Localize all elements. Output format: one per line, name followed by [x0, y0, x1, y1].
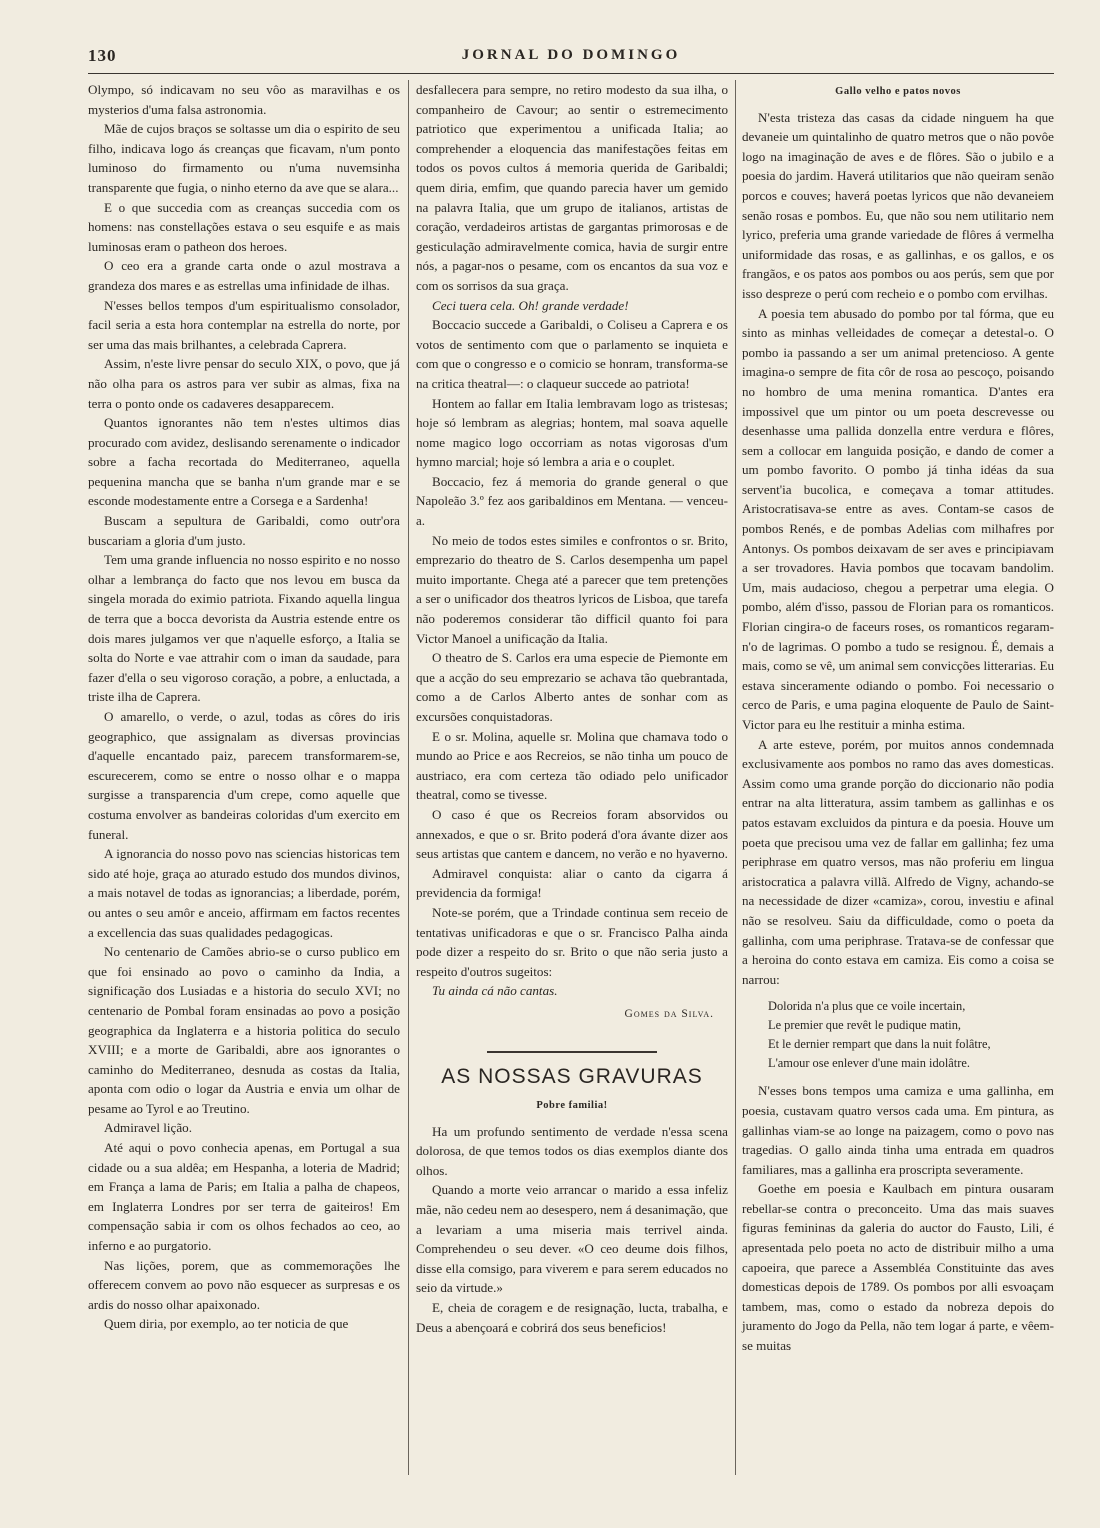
paragraph: O amarello, o verde, o azul, todas as côres do iris geographico, que assignalam as diversas provincias d'aquelle encantado paiz, parecem transformarem-se, escurecerem, como se entre o nosso olhar e o mappa surgisse a transparencia d'um crepe, como aquelle que costuma envolver as bandeiras coloridas d'um exercito em funeral.	[88, 709, 400, 842]
paragraph: Tu ainda cá não cantas.	[432, 983, 558, 999]
paragraph: O caso é que os Recreios foram absorvidos ou annexados, e que o sr. Brito poderá d'ora ávante dizer aos seus artistas que cantem e dancem, no verão e no hyaverno.	[416, 806, 728, 862]
paragraph: Goethe em poesia e Kaulbach em pintura ousaram rebellar-se contra o preconceito. Uma das mais suaves figuras femininas da galeria do auctor do Fausto, Lili, é apresentada pelo poeta no acto de distribuir milho a uma capoeira, que parece a Assembléa Constituinte das aves domesticas depois de 1789. Os pombos por alli esvoaçam tambem, mas, como o estado da nobreza depois do juramento do Jogo da Pella, não tem logar á parte, e vêem-se muitas	[742, 1181, 1054, 1354]
paragraph: N'esta tristeza das casas da cidade ninguem ha que devaneie um quintalinho de quatro metros que o não povôe logo na imaginação de aves e de flôres. São o jubilo e a poesia do jardim. Haverá utilitarios que não queiram senão porcos e couves; haverá poetas lyricos que não devaneiem senão rosas e pombos. Eu, que não sou nem utilitario nem lyrico, preferia uma grande variedade de flôres á vermelha uniformidade das rosas, e as gallinhas, e os gallos, e os frangãos, e os patos aos pombos ou aos perús, sem que por isso despreze o perú com recheio e o pombo com ervilhas.	[742, 109, 1054, 301]
paragraph: Tem uma grande influencia no nosso espirito e no nosso olhar a lembrança do facto que nos levou em busca da singela morada do eximio patriota. Fixando aquella lingua de terra que a bocca devorista da Austria estende entre os dois mares julgamos ver que n'aquelle esforço, a Italia se solta do Norte e vae attrahir com o iman da saudade, para fazer d'ella o seu vigoroso coração, a pobre, a enluctada, a triste ilha de Caprera.	[88, 552, 400, 705]
paragraph: Ha um profundo sentimento de verdade n'essa scena dolorosa, de que temos todos os dias exemplos diante dos olhos.	[416, 1123, 728, 1178]
paragraph: Admiravel lição.	[104, 1120, 192, 1136]
paragraph: Buscam a sepultura de Garibaldi, como outr'ora buscariam a gloria d'um justo.	[88, 513, 400, 548]
paragraph: O theatro de S. Carlos era uma especie de Piemonte em que a acção do seu emprezario se achava tão quebrantada, como a de Carlos Alberto antes de sonhar com as excursões conquistadoras.	[416, 650, 728, 724]
paragraph: Boccacio, fez á memoria do grande general o que Napoleão 3.º fez aos garibaldinos em Mentana. — venceu-a.	[416, 473, 728, 529]
paragraph: Quem diria, por exemplo, ao ter noticia de que	[104, 1316, 349, 1332]
paragraph: Admiravel conquista: aliar o canto da cigarra á previdencia da formiga!	[416, 865, 728, 901]
paragraph: E o sr. Molina, aquelle sr. Molina que chamava todo o mundo ao Price e aos Recreios, se não tinha um pouco de austriaco, era com certeza tão odiado pelo unificador theatral, como se tivesse.	[416, 728, 728, 803]
section-separator	[487, 1051, 657, 1053]
paragraph: Quantos ignorantes não tem n'estes ultimos dias procurado com avidez, deslisando serenamente o indicador sobre a facha recortada do Mediterraneo, aquella pequenina mancha que se banha n'um grande mar e se esconde modestamente entre a Corsega e a Sardenha!	[88, 415, 400, 509]
verse-line: L'amour ose enlever d'une main idolâtre.	[768, 1056, 970, 1071]
paragraph: Hontem ao fallar em Italia lembravam logo as tristesas; hoje só lembram as alegrias; hontem, mal soava aquelle nome magico logo occorriam as notas vigorosas d'um hymno marcial; hoje só lembra a aria e o couplet.	[416, 395, 728, 470]
section-title: AS NOSSAS GRAVURAS	[441, 1064, 703, 1088]
page-number: 130	[88, 46, 117, 65]
verse-quote	[742, 997, 1054, 1073]
paragraph: Mãe de cujos braços se soltasse um dia o espirito de seu filho, indicava logo ás creanças que ficavam, n'um ponto luminoso do firmamento ou n'uma nuvemsinha transparente que fugia, o ninho eterno da ave que se alara...	[88, 121, 400, 195]
paragraph: No centenario de Camões abrio-se o curso publico em que foi ensinado ao povo o caminho da India, a significação dos Lusiadas e a historia do seculo XVI; no centenario de Pombal foram ensinadas ao povo a posição geographica da Inglaterra e a historia politica do seculo XVIII; e a morte de Garibaldi, abre aos ignorantes o caminho do Mediterraneo, desnuda as costas da Italia, aponta com odio o logar da Austria e envia um olhar de pesame ao Tyrol e ao Treutino.	[88, 944, 400, 1116]
page-header	[88, 44, 1054, 72]
column-divider	[735, 80, 736, 1475]
paragraph: Note-se porém, que a Trindade continua sem receio de tentativas unificadoras e que o sr. Francisco Palha ainda pode dizer a respeito do sr. Brito o que não seria justo a respeito d'outros sugeitos:	[416, 904, 728, 979]
verse-line: Et le dernier rempart que dans la nuit folâtre,	[768, 1037, 991, 1052]
paragraph: Assim, n'este livre pensar do seculo XIX, o povo, que já não olha para os astros para ver subir as almas, fixa na terra o ponto onde os cadaveres desapparecem.	[88, 356, 400, 411]
paragraph: N'esses bellos tempos d'um espiritualismo consolador, facil seria a esta hora contemplar na estrella do norte, por ser uma das mais brilhantes, a celebrada Caprera.	[88, 297, 400, 352]
journal-title: JORNAL DO DOMINGO	[461, 47, 681, 63]
paragraph: Ceci tuera cela. Oh! grande verdade!	[432, 297, 629, 313]
author-signature: Gomes da Silva.	[624, 1007, 714, 1020]
header-rule	[88, 73, 1054, 74]
verse-line: Le premier que revêt le pudique matin,	[768, 1018, 962, 1033]
column-2	[416, 80, 728, 1337]
paragraph: A poesia tem abusado do pombo por tal fórma, que eu sinto as minhas velleidades de começar a detestal-o. O pombo ia passando a ser um animal pretencioso. A gente imagina-o sempre de fita côr de rosa ao pescoço, poisando no hombro de uma menina romantica. D'antes era impossivel que um pintor ou um poeta descrevesse ou desenhasse uma pallida donzella entre verdura e flôres, sem a collocar em languida posição, e dando de comer a um pombo favorito. O pombo já tinha idéas da sua servent'ia bucolica, e começava a tomar attitudes. Aristocratisava-se entre as aves. Contam-se casos de pombos Renés, e de pombas Adelias com milhafres por Antonys. Os pombos deixavam de ser aves e principiavam a ser trovadores. Havia pombos que tocavam bandolim. Um, mais audacioso, chegou a perpetrar uma elegia. O pombo, além d'isso, passou de Florian para os romanticos. Florian cingira-o de faceurs roses, os romanticos regaram-n'o de lagrimas. O pombo a tudo se resignou. É, demais a mais, como se vê, um animal sem convicções litterarias. Eu estava sinceramente odiando o pombo. Foi necessario o cerco de Paris, e uma pagina eloquente de Paulo de Saint-Victor para eu lhe restituir a minha estima.	[742, 305, 1054, 732]
paragraph: Até aqui o povo conhecia apenas, em Portugal a sua cidade ou a sua aldêa; em Hespanha, a loteria de Madrid; em França a lama de Paris; em Italia a palha de chapeos, em Inglaterra Londres por ser terra de gaiteiros! Em compensação sabia ir com os olhos fechados ao ceo, ao inferno e ao purgatorio.	[88, 1140, 400, 1254]
column-3	[742, 80, 1054, 1356]
paragraph: O ceo era a grande carta onde o azul mostrava a grandeza dos mares e as estrellas uma infinidade de ilhas.	[88, 258, 400, 293]
paragraph: A ignorancia do nosso povo nas sciencias historicas tem sido até hoje, graça ao aturado estudo dos mundos divinos, a mais notavel de todas as ignorancias; a liberdade, porém, ou antes o seu amôr e anceio, affirmam em factos recentes a excellencia das suas qualidades pedagogicas.	[88, 846, 400, 940]
column-divider	[408, 80, 409, 1475]
paragraph: Olympo, só indicavam no seu vôo as maravilhas e os mysterios d'uma falsa astronomia.	[88, 82, 400, 117]
article-title: Gallo velho e patos novos	[835, 86, 961, 97]
paragraph: A arte esteve, porém, por muitos annos condemnada exclusivamente aos pombos no ramo das aves domesticas. Assim como uma grande porção do diccionario não podia entrar na alta litteratura, assim tambem as gallinhas e os patos estavam excluidos da pintura e da poesia. Houve um poeta que precisou uma vez de fallar em gallinha; fez uma periphrase em quatro versos, mas não proferiu em lingua aristocratica a palavra villã. Alfredo de Vigny, achando-se na necessidade de dizer «camiza», corou, investiu e afinal não se resolveu. Saiu da difficuldade, como o poeta da gallinha, com uma periphrase. Tratava-se de confessar que a heroina do conto estava em camiza. Eis como a coisa se narrou:	[742, 736, 1054, 987]
paragraph: N'esses bons tempos uma camiza e uma gallinha, em poesia, custavam quatro versos cada uma. Em pintura, as gallinhas viam-se ao longe na paizagem, como o povo nas tragedias. O gallo ainda tinha uma entrada em quadros familiares, mas a gallinha era proscripta severamente.	[742, 1083, 1054, 1177]
section-subtitle: Pobre familia!	[536, 1100, 608, 1112]
paragraph: E, cheia de coragem e de resignação, lucta, trabalha, e Deus a abençoará e cobrirá dos seus beneficios!	[416, 1300, 728, 1335]
verse-line: Dolorida n'a plus que ce voile incertain,	[768, 999, 966, 1014]
paragraph: No meio de todos estes similes e confrontos o sr. Brito, emprezario do theatro de S. Carlos desempenha um papel muito importante. Chega até a parecer que tem pretenções a ser o unificador dos theatros lyricos de Lisboa, que tarefa não poderemos considerar tão difficil quanto foi para Victor Manoel a unificação da Italia.	[416, 532, 728, 646]
paragraph: desfallecera para sempre, no retiro modesto da sua ilha, o companheiro de Cavour; ao sentir o estremecimento patriotico que experimentou a unificada Italia; ao comprehender a eloquencia das manifestações feitas em todos os povos cultos á memoria querida de Garibaldi; quem diria, emfim, que quando parecia haver um gemido na palavra Italia, que um grupo de italianos, artistas de coração, verdadeiros artistas de gargantas primorosas e de gesticulação admiravelmente comica, havia de surgir entre nós, a pagar-nos o pesame, com os encantos da sua voz e com os sorrisos da sua graça.	[416, 82, 728, 293]
column-1	[88, 80, 400, 1334]
paragraph: Boccacio succede a Garibaldi, o Coliseu a Caprera e os votos de sentimento com que o parlamento se inquieta e com que o congresso e o comicio se honram, transforma-se na critica theatral—: o claqueur succede ao patriota!	[416, 317, 728, 391]
paragraph: Nas lições, porem, que as commemorações lhe offerecem convem ao povo não esquecer as surpresas e os ardis do nosso olhar apaixonado.	[88, 1257, 400, 1312]
paragraph: Quando a morte veio arrancar o marido a essa infeliz mãe, não cedeu nem ao desespero, nem á desanimação, que a levariam a uma miseria mais terrivel ainda. Comprehendeu o seu dever. «O ceo deume dois filhos, disse ella comsigo, para viverem e para serem educados no seio da virtude.»	[416, 1182, 728, 1296]
paragraph: E o que succedia com as creanças succedia com os homens: nas constellações estava o seu esquife e as mais luminosas eram o patheon dos heroes.	[88, 199, 400, 254]
